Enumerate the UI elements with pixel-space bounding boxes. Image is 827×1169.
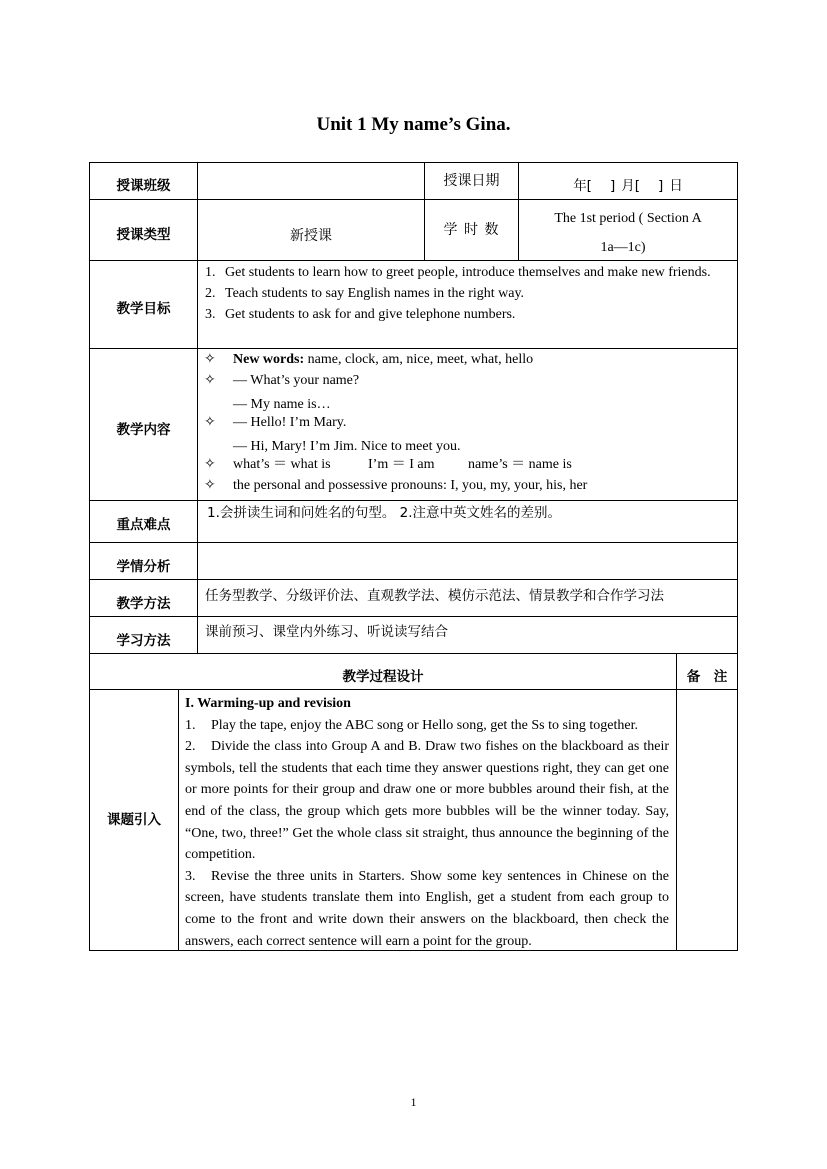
date-value: 年[ ] 月[ ] 日 bbox=[573, 177, 683, 194]
analysis-label: 学情分析 bbox=[116, 558, 171, 575]
content-item: ✧ the personal and possessive pronouns: I, you, my, your, his, her bbox=[204, 475, 734, 496]
class-value bbox=[198, 163, 424, 199]
date-label: 授课日期 bbox=[443, 172, 500, 189]
method-value: 任务型教学、分级评价法、直观教学法、模仿示范法、情景教学和合作学习法 bbox=[205, 588, 664, 604]
diamond-icon: ✧ bbox=[204, 373, 216, 388]
content-item: — Hi, Mary! I’m Jim. Nice to meet you. bbox=[233, 439, 461, 454]
content-item: — My name is… bbox=[233, 397, 331, 412]
type-label: 授课类型 bbox=[116, 226, 171, 243]
notes-value bbox=[677, 690, 737, 950]
diamond-icon: ✧ bbox=[204, 478, 216, 493]
goal-item: 2. Teach students to say English names in the right way. bbox=[205, 286, 525, 301]
hours-value bbox=[519, 208, 737, 260]
learning-value: 课前预习、课堂内外练习、听说读写结合 bbox=[205, 624, 448, 640]
process-heading: I. Warming-up and revision bbox=[185, 696, 351, 711]
diamond-icon: ✧ bbox=[204, 457, 216, 472]
goals-list bbox=[205, 262, 730, 348]
process-step: 1. Play the tape, enjoy the ABC song or Hello song, get the Ss to sing together. bbox=[185, 717, 638, 733]
goal-item: 3. Get students to ask for and give telephone numbers. bbox=[205, 307, 516, 322]
content-item: ✧ what’s ＝ what is I’m ＝ I am name’s ＝ name is bbox=[204, 454, 734, 475]
document-title: Unit 1 My name’s Gina. bbox=[316, 114, 511, 135]
method-label: 教学方法 bbox=[116, 595, 171, 612]
analysis-value bbox=[198, 543, 737, 579]
hours-label: 学 时 数 bbox=[443, 221, 500, 238]
key-value: 1.会拼读生词和问姓名的句型。 2.注意中英文姓名的差别。 bbox=[207, 505, 562, 521]
process-step: 3. Revise the three units in Starters. Show some key sentences in Chinese on the screen, have students translate them into English, get a student from each group to come to the front and write down their answers on the blackboard, then check the answers, each correct sentence will earn a point for the group. bbox=[185, 868, 669, 949]
content-label: 教学内容 bbox=[116, 421, 171, 438]
content-item: ✧ New words: name, clock, am, nice, meet, what, hello bbox=[204, 349, 734, 370]
section-label: 课题引入 bbox=[107, 811, 161, 828]
diamond-icon: ✧ bbox=[204, 352, 216, 367]
class-label: 授课班级 bbox=[116, 177, 171, 194]
process-header: 教学过程设计 bbox=[342, 668, 424, 685]
goal-item: 1. Get students to learn how to greet people, introduce themselves and make new friends. bbox=[205, 265, 711, 280]
goals-label: 教学目标 bbox=[116, 300, 171, 317]
page-number: 1 bbox=[410, 1095, 417, 1109]
type-value: 新授课 bbox=[290, 228, 332, 244]
notes-header: 备 注 bbox=[686, 668, 728, 685]
process-step: 2. Divide the class into Group A and B. Draw two fishes on the blackboard as their symbols, tell the students that each time they answer questions right, they can get one or more points for their group and draw one or more bubbles around their fish, at the end of the class, the group which gets more bubbles will be the winner today. Say, “One, two, three!” Get the whole class sit straight, thus announce the beginning of the competition. bbox=[185, 739, 669, 863]
learning-label: 学习方法 bbox=[116, 632, 171, 649]
process-body bbox=[185, 693, 669, 948]
diamond-icon: ✧ bbox=[204, 415, 216, 430]
content-list bbox=[204, 349, 734, 500]
content-item: ✧ — Hello! I’m Mary. bbox=[204, 412, 734, 433]
key-label: 重点难点 bbox=[116, 516, 171, 533]
content-item: ✧ — What’s your name? bbox=[204, 370, 734, 391]
hours-value-line1: The 1st period ( Section A bbox=[554, 211, 702, 226]
hours-value-line2: 1a—1c) bbox=[600, 240, 646, 255]
